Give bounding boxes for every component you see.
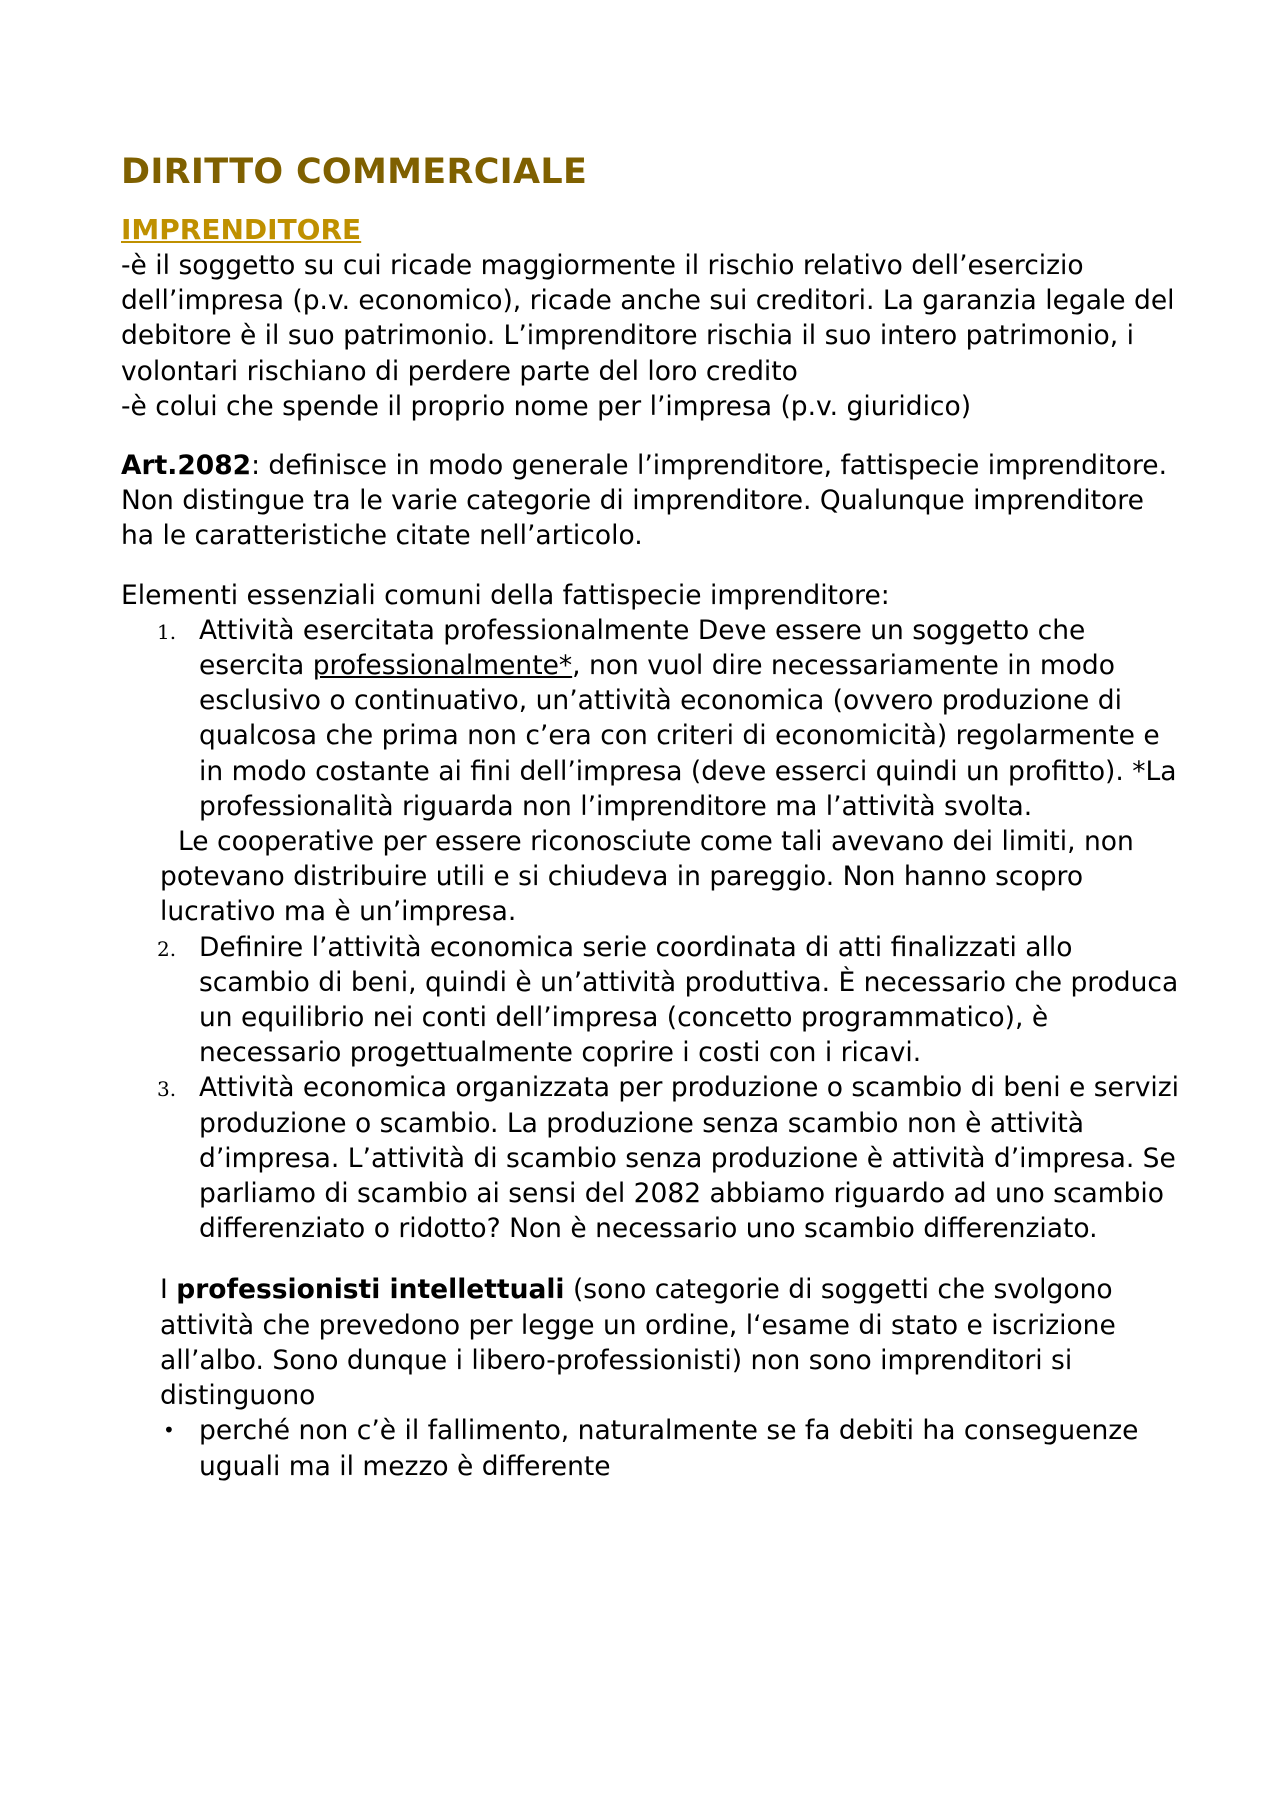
bullet-icon: • [163,1418,175,1443]
list-item [121,1070,1181,1246]
professionals-text: (sono categorie di soggetti che svolgono attività che prevedono per legge un ordine, l‘esame di stato e iscrizione all’albo. Sono dunque i libero-professionisti) non sono imprenditori si distinguono [160,1274,1116,1412]
list-item-text-before: Attività esercitata professionalmente Deve essere un soggetto che esercita [199,614,1086,682]
bullet-list [121,1413,1181,1483]
document-page [121,150,1181,1484]
article-label: Art.2082 [121,450,252,482]
document-title: DIRITTO COMMERCIALE [121,152,588,192]
article-text: : definisce in modo generale l’imprenditore, fattispecie imprenditore. Non distingue tra le varie categorie di imprenditore. Qualunque imprenditore ha le caratteristiche citate nell’articolo. [121,450,1168,552]
intro-paragraph-2: -è colui che spende il proprio nome per l’impresa (p.v. giuridico) [121,390,972,422]
list-number: 1. [157,619,177,644]
bullet-item [121,1413,1181,1483]
professionals-paragraph [121,1272,1181,1413]
elements-list [121,613,1181,824]
intro-paragraph-1: -è il soggetto su cui ricade maggiormente il rischio relativo dell’esercizio dell’impresa (p.v. economico), ricade anche sui creditori. La garanzia legale del debitore è il suo patrimonio. L’imprenditore rischia il suo intero patrimonio, i volontari rischiano di perdere parte del loro credito [121,250,1175,387]
list-item-text-after: , non vuol dire necessariamente in modo esclusivo o continuativo, un’attività economica (ovvero produzione di qualcosa che prima non c’era con criteri di economicità) regolarmente e in modo costante ai fini dell’impresa (deve esserci quindi un profitto). *La professionalità riguarda non l’imprenditore ma l’attività svolta. [199,650,1177,822]
list-item-text: Attività economica organizzata per produzione o scambio di beni e servizi produzione o scambio. La produzione senza scambio non è attività d’impresa. L’attività di scambio senza produzione è attività d’impresa. Se parliamo di scambio ai sensi del 2082 abbiamo riguardo ad uno scambio differenziato o ridotto? Non è necessario uno scambio differenziato. [199,1072,1180,1245]
elements-list-continued [121,930,1181,1247]
list-item [121,613,1181,824]
list-item [121,930,1181,1071]
list-number: 3. [157,1077,177,1102]
professionals-bold: professionisti intellettuali [176,1274,565,1306]
list-item-text: Definire l’attività economica serie coordinata di atti finalizzati allo scambio di beni, quindi è un’attività produttiva. È necessario che produca un equilibrio nei conti dell’impresa (concetto programmatico), è necessario progettualmente coprire i costi con i ricavi. [199,931,1179,1069]
list-number: 2. [157,936,177,961]
article-paragraph [121,448,1181,554]
elements-intro: Elementi essenziali comuni della fattispecie imprenditore: [121,579,890,611]
section-heading: IMPRENDITORE [121,213,362,246]
list-item-continuation: Le cooperative per essere riconosciute come tali avevano dei limiti, non potevano distribuire utili e si chiudeva in pareggio. Non hanno scopro lucrativo ma è un’impresa. [160,826,1134,928]
bullet-text: perché non c’è il fallimento, naturalmente se fa debiti ha conseguenze uguali ma il mezzo è differente [199,1415,1139,1482]
professionals-prefix: I [160,1274,177,1306]
underlined-term: professionalmente* [312,650,573,682]
